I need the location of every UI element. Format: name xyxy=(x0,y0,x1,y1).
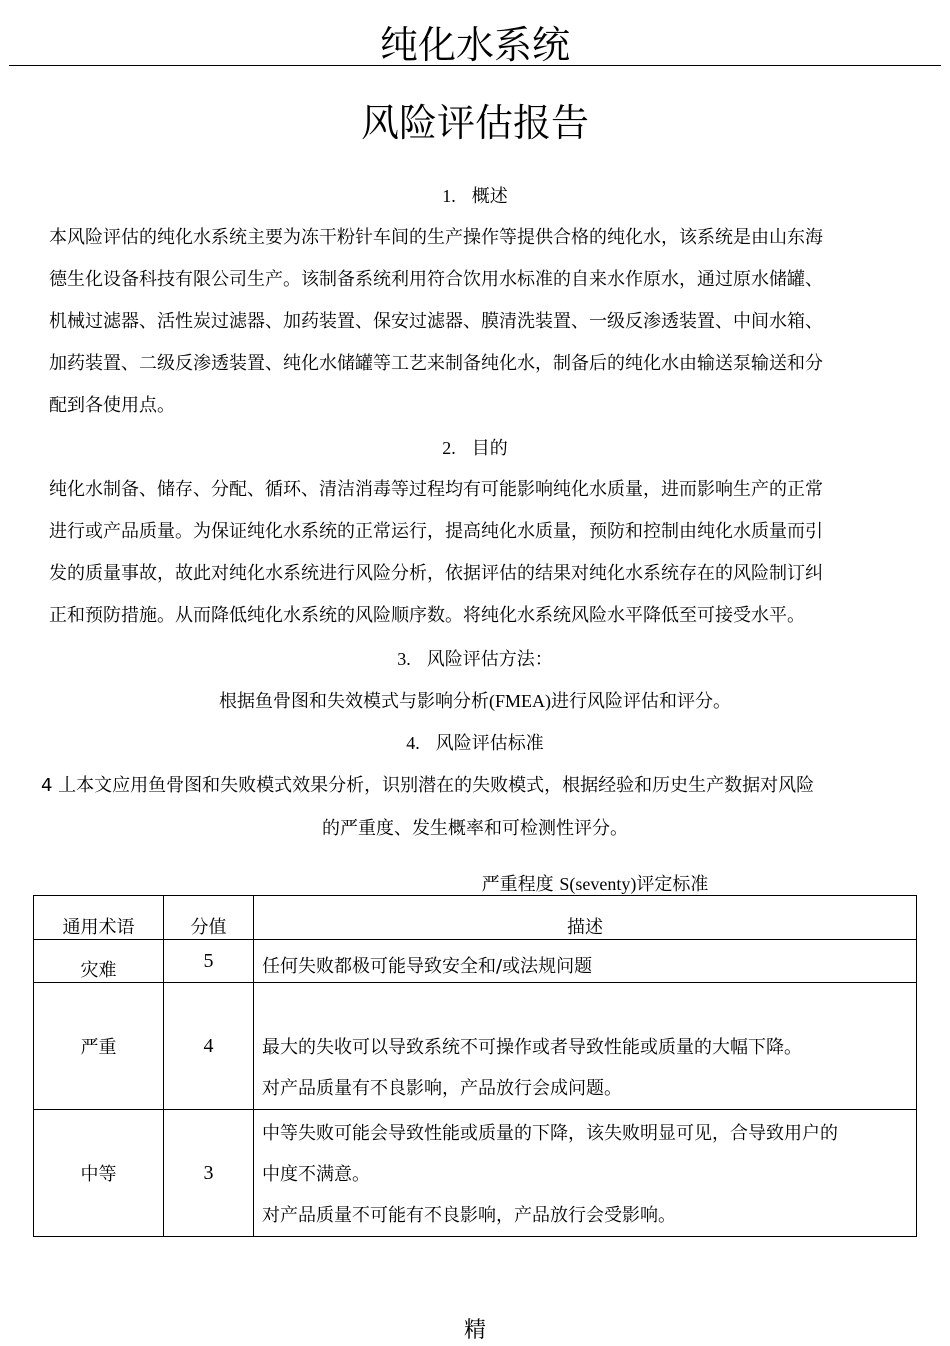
section-4-line-2: 的严重度、发生概率和可检测性评分。 xyxy=(322,818,628,839)
section-2-heading xyxy=(0,434,950,463)
row-term: 严重 xyxy=(34,983,164,1110)
paragraph-line: 本风险评估的纯化水系统主要为冻干粉针车间的生产操作等提供合格的纯化水，该系统是由山东海 xyxy=(49,227,823,248)
row-description xyxy=(254,1110,917,1237)
table-header-row xyxy=(34,896,917,940)
description-line: 任何失败都极可能导致安全和/或法规问题 xyxy=(262,956,593,977)
description-line: 对产品质量不可能有不良影响，产品放行会受影响。 xyxy=(262,1205,676,1226)
section-1-title: 概述 xyxy=(471,186,508,207)
report-title: 风险评估报告 xyxy=(360,101,589,145)
row-score: 4 xyxy=(164,983,254,1110)
severity-table xyxy=(33,895,917,1237)
method-text-post: 进行风险评估和评分。 xyxy=(551,691,731,712)
paragraph-line: 配到各使用点。 xyxy=(49,395,175,416)
paragraph-line: 纯化水制备、储存、分配、循环、清洁消毒等过程均有可能影响纯化水质量，进而影响生产的正常 xyxy=(49,479,823,500)
paragraph-line: 正和预防措施。从而降低纯化水系统的风险顺序数。将纯化水系统风险水平降低至可接受水平。 xyxy=(49,605,805,626)
footer-text: 精 xyxy=(463,1318,486,1343)
paragraph-line: 发的质量事故，故此对纯化水系统进行风险分析，依据评估的结果对纯化水系统存在的风险制订纠 xyxy=(49,563,823,584)
paragraph-line: 机械过滤器、活性炭过滤器、加药装置、保安过滤器、膜清洗装置、一级反渗透装置、中间水箱、 xyxy=(49,311,823,332)
row-score: 3 xyxy=(164,1110,254,1237)
paragraph-line: 德生化设备科技有限公司生产。该制备系统利用符合饮用水标准的自来水作原水，通过原水储罐、 xyxy=(49,269,823,290)
section-4-heading xyxy=(0,729,950,758)
description-line: 最大的失收可以导致系统不可操作或者导致性能或质量的大幅下降。 xyxy=(262,1037,802,1058)
header-description: 描述 xyxy=(254,896,917,940)
header-rule xyxy=(9,65,941,66)
table-row xyxy=(34,940,917,983)
row-term: 灾难 xyxy=(34,940,164,983)
paragraph-line: 进行或产品质量。为保证纯化水系统的正常运行，提高纯化水质量，预防和控制由纯化水质量而引 xyxy=(49,521,823,542)
section-2-paragraph xyxy=(49,469,944,637)
row-description xyxy=(254,940,917,983)
row-term: 中等 xyxy=(34,1110,164,1237)
section-3-title: 风险评估方法： xyxy=(426,649,553,670)
section-1-number: 1. xyxy=(442,186,456,206)
caption-pre: 严重程度 xyxy=(481,874,560,895)
section-4-title: 风险评估标准 xyxy=(435,733,544,754)
caption-severity-code: S(seventy) xyxy=(559,874,637,894)
description-line: 对产品质量有不良影响，产品放行会成问题。 xyxy=(262,1078,622,1099)
table-row xyxy=(34,983,917,1110)
section-4-line-1: 4 丄本文应用鱼骨图和失败模式效果分析，识别潜在的失败模式，根据经验和历史生产数据对风险 xyxy=(41,775,815,796)
section-2-number: 2. xyxy=(442,438,456,458)
header-term: 通用术语 xyxy=(34,896,164,940)
method-text-pre: 根据鱼骨图和失效模式与影响分析 xyxy=(219,691,489,712)
section-3-heading xyxy=(0,645,950,674)
section-3-number: 3. xyxy=(397,649,411,669)
section-4-number: 4. xyxy=(406,733,420,753)
description-line: 中度不满意。 xyxy=(262,1164,370,1185)
table-row xyxy=(34,1110,917,1237)
paragraph-line: 加药装置、二级反渗透装置、纯化水储罐等工艺来制备纯化水，制备后的纯化水由输送泵输送和分 xyxy=(49,353,823,374)
section-1-heading xyxy=(0,182,950,211)
method-text-fmea: (FMEA) xyxy=(489,691,551,711)
caption-post: 评定标准 xyxy=(636,874,709,895)
section-3-text xyxy=(0,687,950,716)
header-score: 分值 xyxy=(164,896,254,940)
section-2-title: 目的 xyxy=(471,438,508,459)
description-line: 中等失败可能会导致性能或质量的下降，该失败明显可见，合导致用户的 xyxy=(262,1123,838,1144)
section-1-paragraph xyxy=(49,217,944,427)
header-title: 纯化水系统 xyxy=(379,23,570,67)
row-description xyxy=(254,983,917,1110)
row-score: 5 xyxy=(164,940,254,983)
